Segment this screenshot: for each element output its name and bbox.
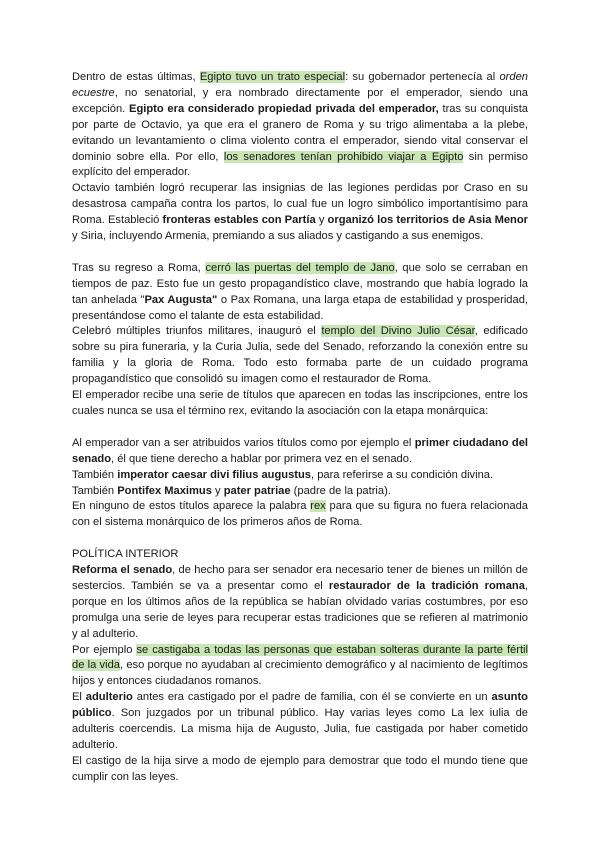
text-run: (padre de la patria).: [290, 484, 391, 497]
paragraph-rex: [72, 499, 528, 531]
text-run: , que solo se cerraban en tiempos de paz. Esto fue un gesto propagandístico clave, mostrando que había logrado la tan anhelada ": [72, 261, 528, 306]
text-run: , para referirse a su condición divina.: [311, 468, 494, 481]
bold-imperator-caesar: imperator caesar divi filius augustus: [117, 468, 312, 481]
paragraph-triunfos: [72, 324, 528, 388]
text-run: Al emperador van a ser atribuidos varios títulos como por ejemplo el: [72, 436, 415, 449]
highlight-rex: rex: [310, 500, 326, 513]
text-run: y: [211, 484, 224, 497]
text-run: En ninguno de estos títulos aparece la palabra: [72, 500, 311, 513]
text-run: También: [72, 468, 118, 481]
bold-asia-menor: organizó los territorios de Asia Menor: [327, 214, 529, 227]
text-run: : su gobernador pertenecía al: [345, 71, 500, 83]
highlight-templo-julio-cesar: templo del Divino Julio César: [321, 325, 475, 338]
text-run: , de hecho para ser senador era necesario tener de bienes un millón de sestercios. También se va a presentar como el: [72, 564, 528, 592]
paragraph-titulos-intro: [72, 388, 528, 420]
paragraph-spacer: [72, 420, 528, 436]
bold-asunto-publico: asunto público: [72, 691, 528, 720]
bold-pater-patriae: pater patriae: [223, 484, 291, 497]
text-run: , edificado sobre su pira funeraria, y la Curia Julia, sede del Senado, reforzando la conexión entre su familia y la gloria de Roma. Todo esto formaba parte de un cuidado programa propagandístico que consolidó su imagen como el restaurador de Roma.: [72, 325, 528, 386]
bold-propiedad-privada: Egipto era considerado propiedad privada del emperador,: [129, 102, 439, 115]
text-run: tras su conquista por parte de Octavio, ya que era el granero de Roma y su trigo alimentaba a la plebe, evitando un levantamiento o clima violento contra el emperador, siendo vital conservar el dominio sobre ella. Por ello,: [72, 102, 528, 163]
bold-adulterio: adulterio: [85, 691, 133, 704]
text-run: Por ejemplo: [72, 643, 137, 656]
text-run: y: [315, 214, 328, 227]
paragraph-solteras: [72, 643, 528, 691]
paragraph-insignias: [72, 181, 528, 245]
paragraph-spacer: [72, 245, 528, 261]
section-heading: POLÍTICA INTERIOR: [72, 548, 179, 561]
text-run: Dentro de estas últimas,: [72, 71, 200, 83]
text-run: antes era castigado por el padre de familia, con él se convierte en un: [132, 691, 492, 704]
text-run: , no senatorial, y era nombrado directamente por el emperador, siendo una excepción.: [72, 86, 528, 115]
text-run: El: [72, 691, 86, 704]
italic-orden-ecuestre: orden ecuestre: [72, 71, 528, 99]
text-run: , él que tiene derecho a hablar por primera vez en el senado.: [111, 452, 413, 465]
paragraph-primer-ciudadano: [72, 436, 528, 468]
text-run: El castigo de la hija sirve a modo de ejemplo para demostrar que todo el mundo tiene que cumplir con las leyes.: [72, 754, 528, 783]
text-run: El emperador recibe una serie de títulos que aparecen en todas las inscripciones, entre los cuales nunca se usa el término rex, evitando la asociación con la etapa monárquica:: [72, 389, 528, 418]
paragraph-adulterio: [72, 690, 528, 754]
text-run: para que su figura no fuera relacionada con el sistema monárquico de los primeros años de Roma.: [72, 500, 528, 529]
text-run: sin permiso explícito del emperador.: [72, 150, 528, 179]
text-run: Celebró múltiples triunfos militares, inauguró el: [72, 325, 322, 338]
bold-primer-ciudadano: primer ciudadano del senado: [72, 436, 528, 465]
bold-pontifex-maximus: Pontifex Maximus: [117, 484, 212, 497]
highlight-templo-jano: cerró las puertas del templo de Jano: [205, 261, 395, 274]
text-run: Octavio también logró recuperar las insignias de las legiones perdidas por Craso en su desastrosa campaña contra los partos, lo cual fue un logro simbólico importantísimo para Roma. Estableció: [72, 182, 528, 227]
bold-pax-augusta: Pax Augusta": [144, 293, 218, 306]
text-run: , eso porque no ayudaban al crecimiento demográfico y al nacimiento de legítimos hijos y entonces ciudadanos romanos.: [72, 659, 528, 688]
paragraph-egipto: [72, 70, 528, 181]
highlight-egipto-trato: Egipto tuvo un trato especial: [199, 71, 346, 83]
bold-restaurador-tradicion: restaurador de la tradición romana: [328, 579, 525, 592]
paragraph-jano: [72, 261, 528, 325]
text-run: , porque en los últimos años de la república se habían olvidado varias costumbres, por eso promulga una serie de leyes para recuperar estas tradiciones que se refieren al matrimonio y al adulterio.: [72, 579, 529, 640]
text-run: y Siria, incluyendo Armenia, premiando a sus aliados y castigando a sus enemigos.: [72, 230, 484, 243]
highlight-solteras: se castigaba a todas las personas que estaban solteras durante la parte fértil de la vida: [72, 643, 528, 672]
paragraph-spacer: [72, 531, 528, 547]
bold-fronteras-partia: fronteras estables con Partía: [162, 214, 316, 227]
highlight-senadores-prohibido: los senadores tenían prohibido viajar a Egipto: [223, 150, 464, 163]
bold-reforma-senado: Reforma el senado: [72, 564, 173, 577]
paragraph-imperator: [72, 468, 528, 484]
text-run: . Son juzgados por un tribunal público. Hay varias leyes como La lex iulia de adulteris coercendis. La misma hija de Augusto, Julia, fue castigada por haber cometido adulterio.: [72, 707, 528, 752]
document-page: [72, 70, 528, 786]
paragraph-pontifex: [72, 484, 528, 500]
paragraph-reforma-senado: [72, 563, 528, 643]
text-run: o Pax Romana, una larga etapa de estabilidad y prosperidad, presentándose como el talante de esta estabilidad.: [72, 293, 528, 322]
text-run: Tras su regreso a Roma,: [72, 261, 206, 274]
text-run: También: [72, 484, 118, 497]
paragraph-castigo-hija: [72, 754, 528, 786]
